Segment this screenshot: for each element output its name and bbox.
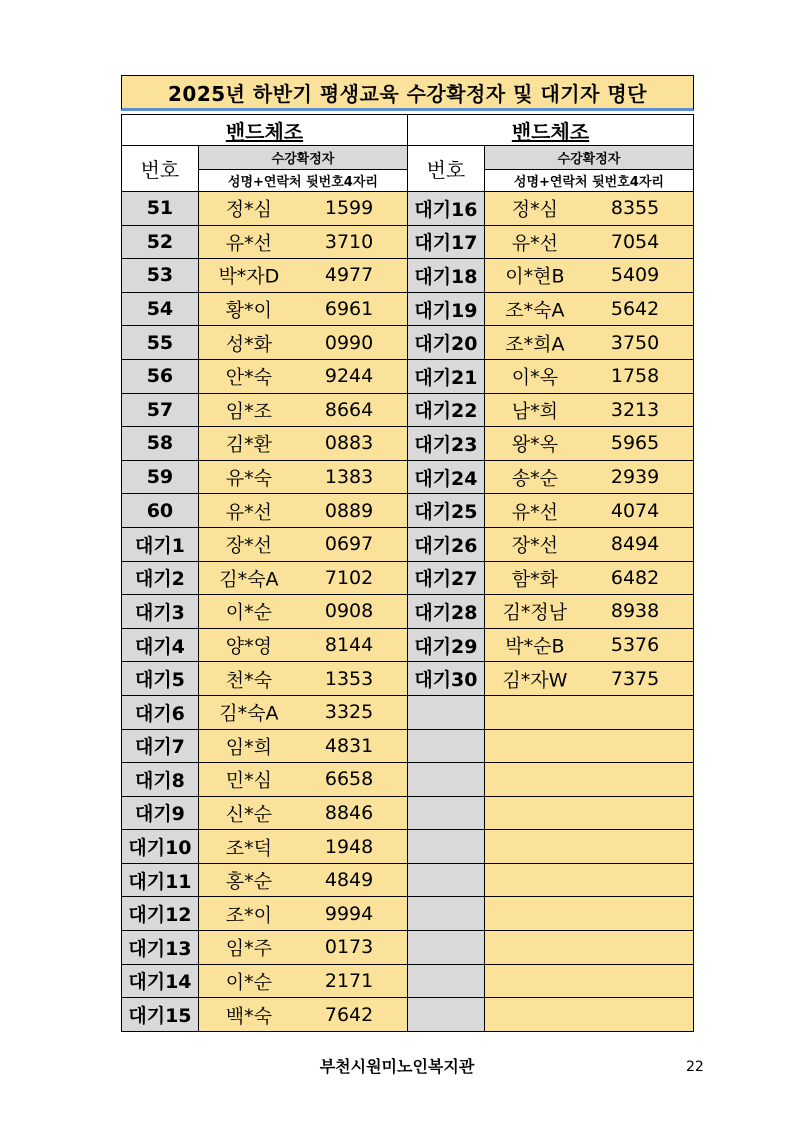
person-name: 천*숙	[225, 669, 272, 692]
left-row-number: 대기15	[122, 998, 199, 1032]
person-name: 장*선	[225, 534, 272, 557]
left-row-entry	[198, 628, 407, 662]
right-empty-entry-cell	[484, 695, 693, 729]
table-row	[122, 292, 694, 326]
person-name: 이*순	[225, 601, 272, 624]
left-row-entry	[198, 192, 407, 226]
right-row-entry	[484, 192, 693, 226]
right-row-number: 대기23	[407, 427, 484, 461]
phone-last4: 8938	[610, 600, 660, 623]
phone-last4: 0883	[324, 432, 374, 455]
phone-last4: 8494	[610, 533, 660, 556]
person-name: 유*선	[511, 232, 558, 255]
left-row-number: 대기5	[122, 662, 199, 696]
left-row-entry	[198, 427, 407, 461]
person-name: 임*희	[225, 736, 272, 759]
phone-last4: 8664	[324, 398, 374, 421]
left-row-number: 55	[122, 326, 199, 360]
right-empty-entry-cell	[484, 897, 693, 931]
phone-last4: 4977	[324, 264, 374, 287]
right-row-entry	[484, 359, 693, 393]
right-row-number: 대기27	[407, 561, 484, 595]
table-row	[122, 494, 694, 528]
phone-last4: 3750	[610, 331, 660, 354]
left-row-number: 대기11	[122, 863, 199, 897]
phone-last4: 5965	[610, 432, 660, 455]
left-confirmed-header: 수강확정자	[198, 146, 407, 170]
person-name: 유*선	[225, 501, 272, 524]
left-row-number: 대기2	[122, 561, 199, 595]
page-number: 22	[686, 1059, 704, 1075]
phone-last4: 5642	[610, 298, 660, 321]
left-row-entry	[198, 964, 407, 998]
right-row-number: 대기29	[407, 628, 484, 662]
table-row	[122, 527, 694, 561]
person-name: 김*숙A	[219, 702, 279, 725]
right-row-entry	[484, 494, 693, 528]
left-row-number: 대기4	[122, 628, 199, 662]
person-name: 조*숙A	[505, 299, 565, 322]
phone-last4: 2939	[610, 466, 660, 489]
right-row-number: 대기22	[407, 393, 484, 427]
right-empty-number-cell	[407, 863, 484, 897]
right-empty-number-cell	[407, 931, 484, 965]
person-name: 유*선	[511, 501, 558, 524]
table-row	[122, 393, 694, 427]
person-name: 김*숙A	[219, 568, 279, 591]
left-row-number: 대기7	[122, 729, 199, 763]
right-row-number: 대기24	[407, 460, 484, 494]
right-empty-number-cell	[407, 998, 484, 1032]
phone-last4: 2171	[324, 969, 374, 992]
person-name: 박*순B	[505, 635, 565, 658]
right-empty-number-cell	[407, 763, 484, 797]
left-row-number: 대기12	[122, 897, 199, 931]
right-empty-entry-cell	[484, 964, 693, 998]
right-empty-number-cell	[407, 897, 484, 931]
person-name: 안*숙	[225, 366, 272, 389]
right-row-number: 대기26	[407, 527, 484, 561]
phone-last4: 1599	[324, 197, 374, 220]
left-row-entry	[198, 897, 407, 931]
phone-last4: 9244	[324, 365, 374, 388]
right-empty-entry-cell	[484, 863, 693, 897]
left-number-header: 번호	[122, 146, 199, 192]
right-empty-number-cell	[407, 796, 484, 830]
person-name: 김*환	[225, 433, 272, 456]
left-row-entry	[198, 561, 407, 595]
table-row	[122, 662, 694, 696]
table-row	[122, 460, 694, 494]
table-row	[122, 998, 694, 1032]
left-row-entry	[198, 393, 407, 427]
left-row-number: 56	[122, 359, 199, 393]
right-row-entry	[484, 595, 693, 629]
table-row	[122, 427, 694, 461]
table-row	[122, 964, 694, 998]
table-row	[122, 863, 694, 897]
right-row-number: 대기28	[407, 595, 484, 629]
right-empty-number-cell	[407, 830, 484, 864]
table-row	[122, 259, 694, 293]
phone-last4: 9994	[324, 902, 374, 925]
person-name: 신*순	[225, 803, 272, 826]
person-name: 이*순	[225, 971, 272, 994]
roster-table	[121, 114, 694, 1032]
person-name: 백*숙	[225, 1005, 272, 1028]
phone-last4: 4849	[324, 869, 374, 892]
person-name: 이*현B	[505, 265, 565, 288]
right-number-header: 번호	[407, 146, 484, 192]
right-row-number: 대기18	[407, 259, 484, 293]
phone-last4: 1758	[610, 365, 660, 388]
left-row-entry	[198, 695, 407, 729]
right-row-entry	[484, 527, 693, 561]
person-name: 유*숙	[225, 467, 272, 490]
right-row-entry	[484, 460, 693, 494]
table-row	[122, 628, 694, 662]
right-sub-header: 성명+연락처 뒷번호4자리	[484, 170, 693, 192]
phone-last4: 3325	[324, 701, 374, 724]
left-row-entry	[198, 729, 407, 763]
left-row-number: 59	[122, 460, 199, 494]
phone-last4: 8355	[610, 197, 660, 220]
right-confirmed-header: 수강확정자	[484, 146, 693, 170]
phone-last4: 1383	[324, 466, 374, 489]
left-row-number: 대기14	[122, 964, 199, 998]
table-row	[122, 561, 694, 595]
left-row-entry	[198, 359, 407, 393]
left-row-number: 대기8	[122, 763, 199, 797]
right-empty-entry-cell	[484, 763, 693, 797]
right-empty-entry-cell	[484, 796, 693, 830]
left-row-number: 52	[122, 225, 199, 259]
person-name: 장*선	[511, 534, 558, 557]
right-row-number: 대기19	[407, 292, 484, 326]
left-row-number: 60	[122, 494, 199, 528]
phone-last4: 0697	[324, 533, 374, 556]
right-empty-entry-cell	[484, 998, 693, 1032]
table-row	[122, 225, 694, 259]
right-empty-entry-cell	[484, 931, 693, 965]
phone-last4: 3213	[610, 398, 660, 421]
phone-last4: 0908	[324, 600, 374, 623]
left-row-entry	[198, 662, 407, 696]
person-name: 성*화	[225, 333, 272, 356]
right-program-title: 밴드체조	[407, 115, 693, 146]
phone-last4: 7375	[610, 667, 660, 690]
person-name: 홍*순	[225, 870, 272, 893]
person-name: 함*화	[511, 568, 558, 591]
table-row	[122, 729, 694, 763]
phone-last4: 0889	[324, 499, 374, 522]
phone-last4: 7642	[324, 1003, 374, 1026]
right-row-number: 대기17	[407, 225, 484, 259]
left-row-entry	[198, 527, 407, 561]
phone-last4: 3710	[324, 230, 374, 253]
right-row-entry	[484, 393, 693, 427]
table-row	[122, 897, 694, 931]
phone-last4: 7102	[324, 566, 374, 589]
person-name: 김*자W	[502, 669, 568, 692]
phone-last4: 5409	[610, 264, 660, 287]
right-empty-number-cell	[407, 695, 484, 729]
right-empty-number-cell	[407, 729, 484, 763]
table-row	[122, 192, 694, 226]
person-name: 정*심	[225, 198, 272, 221]
right-row-number: 대기30	[407, 662, 484, 696]
phone-last4: 6961	[324, 298, 374, 321]
person-name: 황*이	[225, 299, 272, 322]
left-row-entry	[198, 460, 407, 494]
right-row-entry	[484, 292, 693, 326]
right-empty-entry-cell	[484, 830, 693, 864]
left-row-entry	[198, 998, 407, 1032]
left-row-entry	[198, 259, 407, 293]
table-row	[122, 695, 694, 729]
right-row-entry	[484, 225, 693, 259]
table-row	[122, 359, 694, 393]
document-title: 2025년 하반기 평생교육 수강확정자 및 대기자 명단	[121, 75, 694, 111]
phone-last4: 6658	[324, 768, 374, 791]
right-row-entry	[484, 259, 693, 293]
left-row-number: 54	[122, 292, 199, 326]
person-name: 임*조	[225, 400, 272, 423]
left-row-entry	[198, 796, 407, 830]
right-row-entry	[484, 561, 693, 595]
phone-last4: 4074	[610, 499, 660, 522]
person-name: 임*주	[225, 937, 272, 960]
left-program-title: 밴드체조	[122, 115, 408, 146]
left-row-number: 58	[122, 427, 199, 461]
left-row-entry	[198, 595, 407, 629]
left-row-entry	[198, 830, 407, 864]
person-name: 민*심	[225, 769, 272, 792]
phone-last4: 6482	[610, 566, 660, 589]
person-name: 이*옥	[511, 366, 558, 389]
phone-last4: 8144	[324, 634, 374, 657]
left-row-entry	[198, 292, 407, 326]
left-row-entry	[198, 763, 407, 797]
person-name: 양*영	[225, 635, 272, 658]
right-empty-entry-cell	[484, 729, 693, 763]
left-sub-header: 성명+연락처 뒷번호4자리	[198, 170, 407, 192]
person-name: 조*이	[225, 904, 272, 927]
left-row-number: 대기13	[122, 931, 199, 965]
right-row-number: 대기16	[407, 192, 484, 226]
phone-last4: 0990	[324, 331, 374, 354]
phone-last4: 7054	[610, 230, 660, 253]
left-row-number: 51	[122, 192, 199, 226]
person-name: 정*심	[511, 198, 558, 221]
person-name: 남*희	[511, 400, 558, 423]
left-row-entry	[198, 494, 407, 528]
person-name: 박*자D	[218, 265, 280, 288]
phone-last4: 1948	[324, 835, 374, 858]
right-row-number: 대기20	[407, 326, 484, 360]
phone-last4: 0173	[324, 936, 374, 959]
table-row	[122, 796, 694, 830]
left-row-number: 대기10	[122, 830, 199, 864]
table-row	[122, 326, 694, 360]
table-row	[122, 763, 694, 797]
right-row-entry	[484, 427, 693, 461]
left-row-number: 53	[122, 259, 199, 293]
right-row-entry	[484, 326, 693, 360]
left-row-number: 57	[122, 393, 199, 427]
right-row-entry	[484, 628, 693, 662]
table-row	[122, 595, 694, 629]
person-name: 왕*옥	[511, 433, 558, 456]
left-row-number: 대기3	[122, 595, 199, 629]
left-row-entry	[198, 931, 407, 965]
left-row-number: 대기9	[122, 796, 199, 830]
phone-last4: 5376	[610, 634, 660, 657]
left-row-entry	[198, 225, 407, 259]
right-row-number: 대기25	[407, 494, 484, 528]
left-row-number: 대기1	[122, 527, 199, 561]
person-name: 송*순	[511, 467, 558, 490]
table-row	[122, 931, 694, 965]
person-name: 조*희A	[505, 333, 565, 356]
person-name: 조*덕	[225, 837, 272, 860]
phone-last4: 4831	[324, 734, 374, 757]
left-row-entry	[198, 863, 407, 897]
right-empty-number-cell	[407, 964, 484, 998]
phone-last4: 8846	[324, 801, 374, 824]
right-row-number: 대기21	[407, 359, 484, 393]
footer-organization: 부천시원미노인복지관	[319, 1057, 475, 1076]
left-row-number: 대기6	[122, 695, 199, 729]
left-row-entry	[198, 326, 407, 360]
table-row	[122, 830, 694, 864]
phone-last4: 1353	[324, 667, 374, 690]
right-row-entry	[484, 662, 693, 696]
person-name: 유*선	[225, 232, 272, 255]
person-name: 김*정남	[502, 601, 568, 624]
